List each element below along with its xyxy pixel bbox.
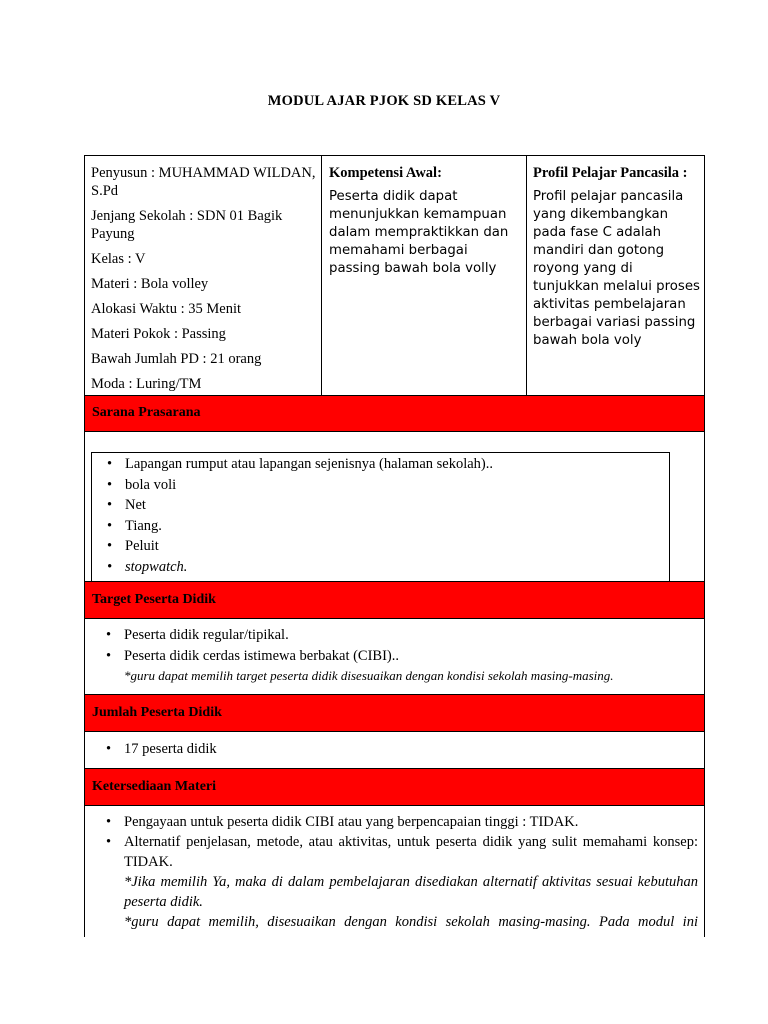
list-item: • bola voli — [125, 475, 669, 496]
section-header-sarana: Sarana Prasarana — [85, 395, 704, 432]
list-item: • Peluit — [125, 536, 669, 557]
pancasila-profile-text: Profil pelajar pancasila yang dikembangkan pada fase C adalah mandiri dan gotong royong yang di tunjukkan melalui proses aktivitas pembelajaran berbagai variasi passing bawah bola voly — [533, 189, 700, 348]
list-item: • Alternatif penjelasan, metode, atau aktivitas, untuk peserta didik yang sulit memahami konsep: TIDAK. — [124, 832, 698, 872]
pancasila-profile-heading: Profil Pelajar Pancasila : — [533, 165, 688, 181]
ketersediaan-list — [91, 812, 698, 872]
initial-competency-cell — [329, 164, 519, 278]
list-item: • Peserta didik cerdas istimewa berbakat (CIBI).. — [124, 646, 698, 667]
list-item: • Net — [125, 495, 669, 516]
list-item: • Pengayaan untuk peserta didik CIBI atau yang berpencapaian tinggi : TIDAK. — [124, 812, 698, 832]
target-list — [91, 625, 698, 667]
subject-line: Materi : Bola volley — [91, 276, 209, 292]
initial-competency-text: Peserta didik dapat menunjukkan kemampuan dalam mempraktikkan dan memahami berbagai passing bawah bola volly — [329, 189, 509, 276]
target-note: *guru dapat memilih target peserta didik disesuaikan dengan kondisi sekolah masing-masing. — [124, 668, 614, 683]
list-item: • stopwatch. — [125, 557, 669, 578]
school-level-line: Jenjang Sekolah : SDN 01 Bagik Payung — [91, 208, 283, 242]
ketersediaan-note-2: *guru dapat memilih, disesuaikan dengan kondisi sekolah masing-masing. Pada modul ini — [124, 914, 698, 930]
initial-competency-heading: Kompetensi Awal: — [329, 165, 442, 181]
section-header-target: Target Peserta Didik — [85, 581, 704, 619]
author-line: Penyusun : MUHAMMAD WILDAN, S.Pd — [91, 165, 316, 199]
jumlah-list — [91, 739, 698, 759]
section-header-ketersediaan: Ketersediaan Materi — [85, 768, 704, 806]
list-item: • Peserta didik regular/tipikal. — [124, 625, 698, 646]
column-divider — [526, 156, 527, 395]
time-allocation-line: Alokasi Waktu : 35 Menit — [91, 301, 241, 317]
module-table — [84, 155, 705, 937]
pancasila-profile-cell — [533, 164, 701, 350]
class-line: Kelas : V — [91, 251, 146, 267]
main-topic-line: Materi Pokok : Passing — [91, 326, 226, 342]
document-title: MODUL AJAR PJOK SD KELAS V — [267, 93, 501, 109]
identity-cell — [91, 164, 317, 393]
target-content — [91, 625, 698, 685]
ketersediaan-content — [91, 812, 698, 932]
list-item: • Tiang. — [125, 516, 669, 537]
jumlah-content — [91, 739, 698, 759]
mode-line: Moda : Luring/TM — [91, 376, 202, 392]
sarana-list — [92, 453, 669, 577]
list-item: • Lapangan rumput atau lapangan sejenisnya (halaman sekolah).. — [125, 454, 669, 475]
section-header-jumlah: Jumlah Peserta Didik — [85, 694, 704, 732]
student-count-line: Bawah Jumlah PD : 21 orang — [91, 351, 262, 367]
sarana-list-box — [91, 452, 670, 582]
ketersediaan-note-1: *Jika memilih Ya, maka di dalam pembelajaran disediakan alternatif aktivitas sesuai kebutuhan peserta didik. — [124, 874, 698, 910]
column-divider — [321, 156, 322, 395]
list-item: • 17 peserta didik — [124, 739, 698, 759]
